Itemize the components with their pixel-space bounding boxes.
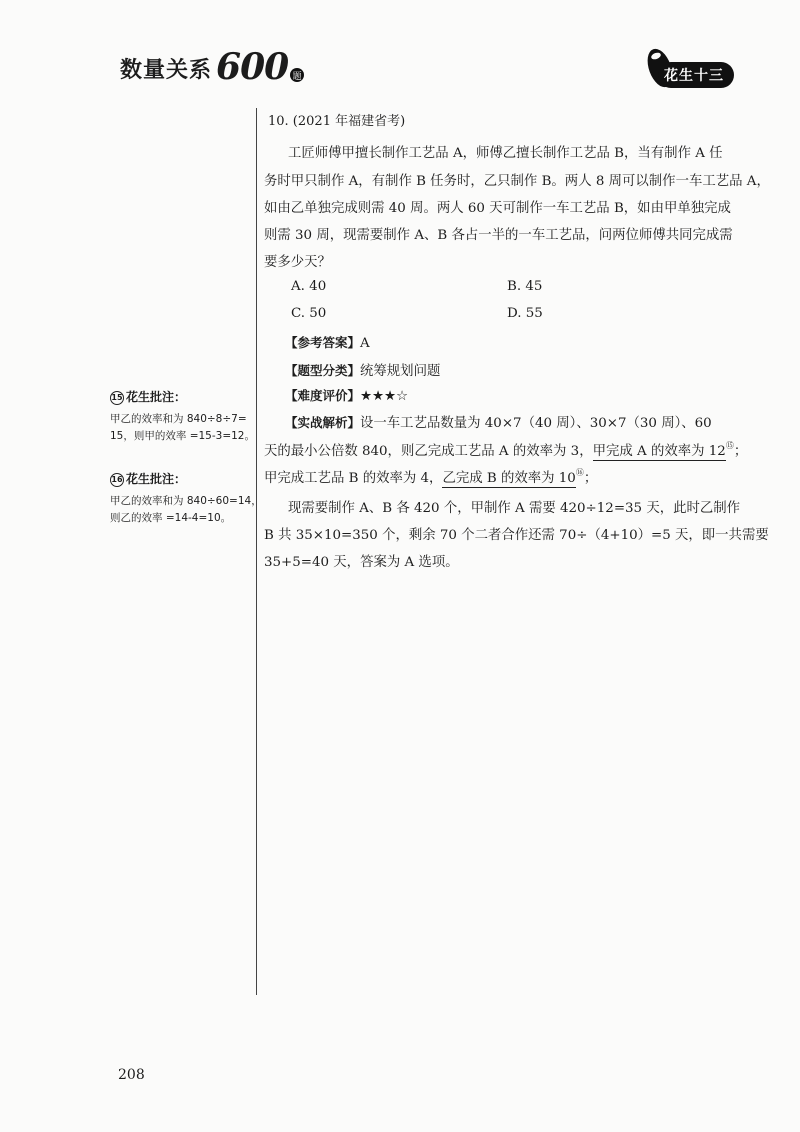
note-line: 则乙的效率 =14-4=10。 xyxy=(110,512,232,524)
book-title-suffix: 题 xyxy=(290,68,304,82)
analysis-line: 天的最小公倍数 840，则乙完成工艺品 A 的效率为 3，甲完成 A 的效率为 12⑮； xyxy=(264,441,748,459)
note-body xyxy=(110,411,255,445)
option-b: B. 45 xyxy=(507,279,543,294)
note-line: 15，则甲的效率 =15-3=12。 xyxy=(110,430,255,442)
page-number: 208 xyxy=(118,1067,145,1083)
question-header: 10. (2021 年福建省考) xyxy=(268,114,406,129)
note-body xyxy=(110,493,262,527)
brand-text: 花生十三 xyxy=(664,68,724,84)
difficulty: 【难度评价】★★★☆ xyxy=(285,388,409,404)
note-15 xyxy=(110,388,255,445)
stem-line: 务时甲只制作 A，有制作 B 任务时，乙只制作 B。两人 8 周可以制作一车工艺品 A， xyxy=(264,174,770,189)
brand-logo xyxy=(638,40,738,98)
analysis-line: 甲完成工艺品 B 的效率为 4，乙完成 B 的效率为 10⑯； xyxy=(264,468,598,486)
option-a: A. 40 xyxy=(291,279,327,294)
analysis-line: 35+5=40 天，答案为 A 选项。 xyxy=(264,555,459,570)
stem-line: 工匠师傅甲擅长制作工艺品 A，师傅乙擅长制作工艺品 B，当有制作 A 任 xyxy=(288,146,723,161)
stem-line: 如由乙单独完成则需 40 周。两人 60 天可制作一车工艺品 B，如由甲单独完成 xyxy=(264,201,731,216)
note-16 xyxy=(110,470,262,527)
stem-line: 要多少天？ xyxy=(264,255,331,270)
note-number: 16 xyxy=(110,473,124,487)
analysis-line: 【实战解析】设一车工艺品数量为 40×7（40 周）、30×7（30 周）、60 xyxy=(285,415,712,431)
note-line: 甲乙的效率和为 840÷8÷7= xyxy=(110,413,247,425)
stem-line: 则需 30 周，现需要制作 A、B 各占一半的一车工艺品，问两位师傅共同完成需 xyxy=(264,228,733,243)
analysis-line: B 共 35×10=350 个，剩余 70 个二者合作还需 70÷（4+10）=5 天，即一共需要 xyxy=(264,528,769,543)
book-title xyxy=(120,46,304,88)
reference-answer: 【参考答案】A xyxy=(285,335,370,351)
category: 【题型分类】统筹规划问题 xyxy=(285,363,441,379)
book-title-number: 600 xyxy=(216,46,289,88)
book-title-text: 数量关系 xyxy=(120,58,213,83)
column-divider xyxy=(256,108,257,995)
note-number: 15 xyxy=(110,391,124,405)
note-title: 16 花生批注： xyxy=(111,472,187,486)
analysis-line: 现需要制作 A、B 各 420 个，甲制作 A 需要 420÷12=35 天，此时乙制作 xyxy=(288,501,741,516)
note-line: 甲乙的效率和为 840÷60=14， xyxy=(110,495,262,507)
option-d: D. 55 xyxy=(507,306,543,321)
option-c: C. 50 xyxy=(291,306,327,321)
note-title: 15 花生批注： xyxy=(111,390,187,404)
